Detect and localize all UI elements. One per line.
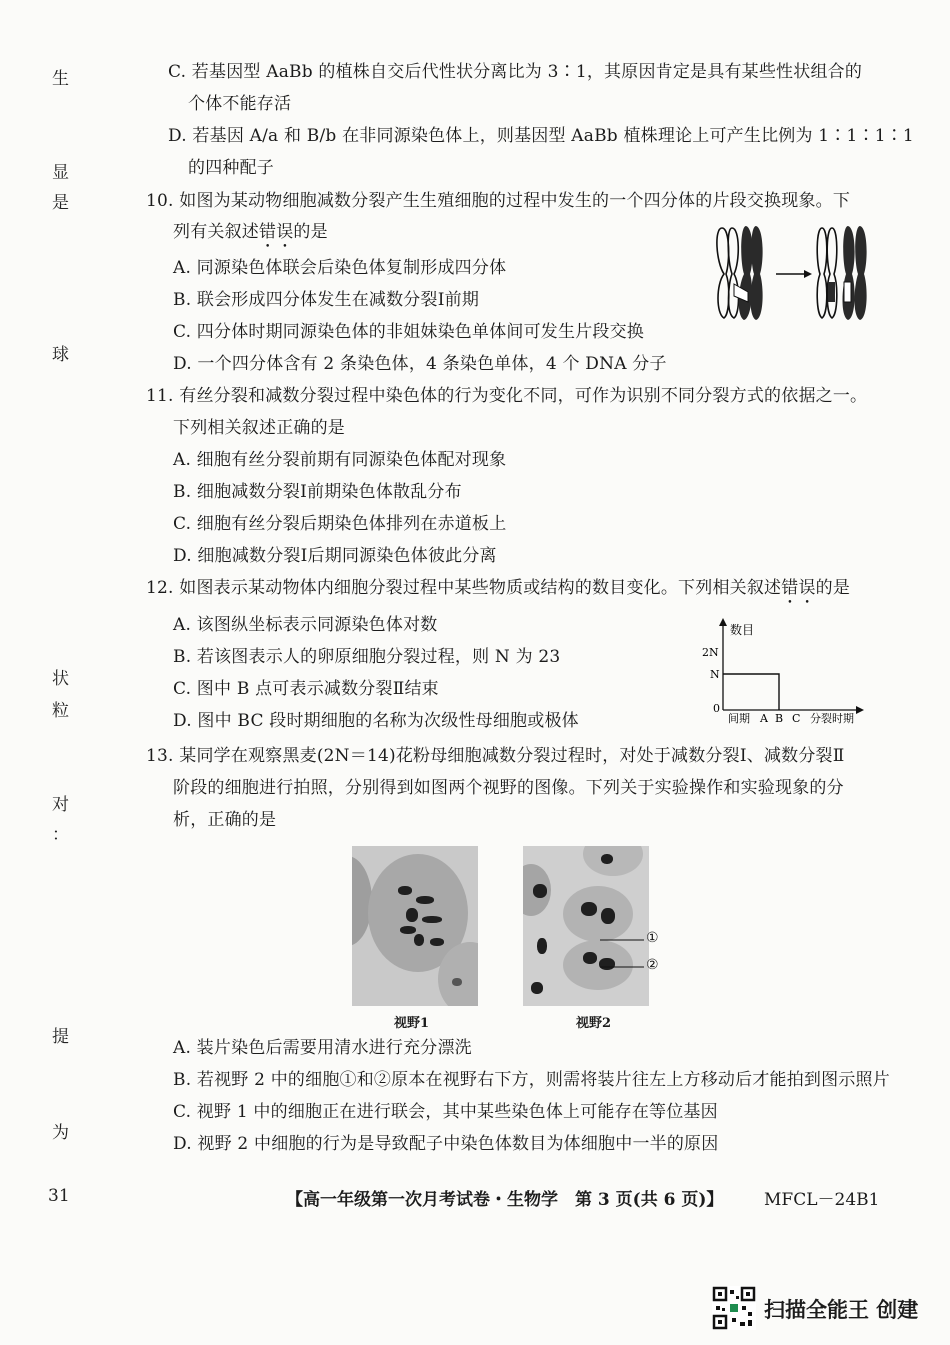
micrograph-callouts <box>600 925 670 975</box>
x-label-b: B <box>775 712 784 724</box>
q10-emphasis: 错误 <box>259 222 294 242</box>
q11-stem: 11. 有丝分裂和减数分裂过程中染色体的行为变化不同，可作为识别不同分裂方式的依据之一。 <box>146 386 868 406</box>
chromatid-right-4 <box>855 226 867 320</box>
qr-code-icon <box>712 1286 756 1330</box>
q13-option-d: D. 视野 2 中细胞的行为是导致配子中染色体数目为体细胞中一半的原因 <box>173 1134 719 1154</box>
camscanner-watermark: 扫描全能王 创建 <box>764 1298 919 1322</box>
chromatid-right-1 <box>817 228 827 318</box>
y-tick-2n: 2N <box>702 646 719 659</box>
q13-stem-cont: 阶段的细胞进行拍照，分别得到如图两个视野的图像。下列关于实验操作和实验现象的分 <box>173 778 844 798</box>
page-footer-code: MFCL－24B1 <box>764 1190 880 1210</box>
x-axis-label: 分裂时期 <box>810 712 854 724</box>
margin-fragment: 球 <box>52 345 69 365</box>
micrograph-field-1 <box>352 846 478 1006</box>
q12-emphasis: 错误 <box>781 578 816 598</box>
chromatid-left-2 <box>728 228 738 318</box>
page-footer-title: 【高一年级第一次月考试卷・生物学 第 3 页(共 6 页)】 <box>286 1190 724 1210</box>
q10-option-d: D. 一个四分体含有 2 条染色体，4 条染色单体，4 个 DNA 分子 <box>173 354 667 374</box>
q12-option-b: B. 若该图表示人的卵原细胞分裂过程，则 N 为 23 <box>173 647 561 667</box>
q13-option-a: A. 装片染色后需要用清水进行充分漂洗 <box>173 1038 472 1058</box>
q13-stem: 13. 某同学在观察黑麦(2N＝14)花粉母细胞减数分裂过程时，对处于减数分裂Ⅰ、减数分裂Ⅱ <box>146 746 845 766</box>
chromatid-right-3 <box>843 226 855 320</box>
chromatid-left-4 <box>751 226 763 320</box>
q10-stem: 10. 如图为某动物细胞减数分裂产生生殖细胞的过程中发生的一个四分体的片段交换现象。下 <box>146 191 851 211</box>
margin-fragment: 显 <box>52 163 69 183</box>
q11-option-b: B. 细胞减数分裂Ⅰ前期染色体散乱分布 <box>173 482 462 502</box>
x-axis-arrow-icon <box>856 706 864 714</box>
q10-option-b: B. 联会形成四分体发生在减数分裂Ⅰ前期 <box>173 290 480 310</box>
origin-label: 0 <box>713 702 720 715</box>
figure-label-1: 视野1 <box>394 1016 430 1031</box>
q12-option-c: C. 图中 B 点可表示减数分裂Ⅱ结束 <box>173 679 439 699</box>
margin-fragment: 31 <box>48 1186 70 1206</box>
q10-stem-cont <box>173 221 328 252</box>
chromatid-left-3 <box>739 226 753 320</box>
y-axis-label: 数目 <box>730 623 755 637</box>
q11-option-d: D. 细胞减数分裂Ⅰ后期同源染色体彼此分离 <box>173 546 497 566</box>
q10-option-a: A. 同源染色体联会后染色体复制形成四分体 <box>173 258 507 278</box>
chromatid-left-1 <box>717 228 729 318</box>
margin-fragment: 是 <box>52 193 69 213</box>
q10-stem-pre: 列有关叙述 <box>173 222 259 242</box>
figure-label-2: 视野2 <box>576 1016 612 1031</box>
q12-stem <box>146 577 850 608</box>
y-tick-n: N <box>710 668 720 681</box>
margin-fragment: 对 <box>52 795 69 815</box>
x-label-c: C <box>792 712 801 724</box>
q9-option-d: D. 若基因 A/a 和 B/b 在非同源染色体上，则基因型 AaBb 植株理论上可产生比例为 1∶1∶1∶1 <box>168 126 914 146</box>
q12-stem-post: 的是 <box>815 578 851 598</box>
q12-option-a: A. 该图纵坐标表示同源染色体对数 <box>173 615 438 635</box>
arrow-head-icon <box>804 270 812 278</box>
y-axis-arrow-icon <box>719 618 727 626</box>
q12-chart <box>700 614 870 724</box>
exchanged-segment-dark <box>828 282 835 302</box>
series-line <box>723 674 779 710</box>
margin-fragment: 状 <box>52 669 69 689</box>
q9-option-c-cont: 个体不能存活 <box>188 94 292 114</box>
q13-option-b: B. 若视野 2 中的细胞①和②原本在视野右下方，则需将装片往左上方移动后才能拍到图示照片 <box>173 1070 890 1090</box>
margin-fragment: 生 <box>52 69 69 89</box>
q11-option-a: A. 细胞有丝分裂前期有同源染色体配对现象 <box>173 450 507 470</box>
exchanged-segment-light <box>844 282 851 302</box>
q11-stem-cont: 下列相关叙述正确的是 <box>173 418 345 438</box>
q9-option-c: C. 若基因型 AaBb 的植株自交后代性状分离比为 3∶1，其原因肯定是具有某些性状组合的 <box>168 62 863 82</box>
q12-stem-pre: 12. 如图表示某动物体内细胞分裂过程中某些物质或结构的数目变化。下列相关叙述 <box>146 578 782 598</box>
q13-stem-cont-2: 析，正确的是 <box>173 810 277 830</box>
callout-mark-1: ① <box>646 930 659 946</box>
q11-option-c: C. 细胞有丝分裂后期染色体排列在赤道板上 <box>173 514 507 534</box>
q9-option-d-cont: 的四种配子 <box>188 158 274 178</box>
callout-mark-2: ② <box>646 957 659 973</box>
margin-fragment: 为 <box>52 1123 69 1143</box>
q12-option-d: D. 图中 BC 段时期细胞的名称为次级性母细胞或极体 <box>173 711 579 731</box>
q10-option-c: C. 四分体时期同源染色体的非姐妹染色单体间可发生片段交换 <box>173 322 645 342</box>
q10-stem-post: 的是 <box>293 222 328 242</box>
margin-fragment: 粒 <box>52 701 69 721</box>
tetrad-crossover-figure <box>712 222 872 324</box>
chromatid-right-2 <box>827 228 837 318</box>
x-label-interphase: 间期 <box>728 712 750 724</box>
margin-fragment: 提 <box>52 1027 69 1047</box>
x-label-a: A <box>760 712 768 724</box>
q13-option-c: C. 视野 1 中的细胞正在进行联会，其中某些染色体上可能存在等位基因 <box>173 1102 718 1122</box>
margin-fragment: ： <box>52 825 69 845</box>
